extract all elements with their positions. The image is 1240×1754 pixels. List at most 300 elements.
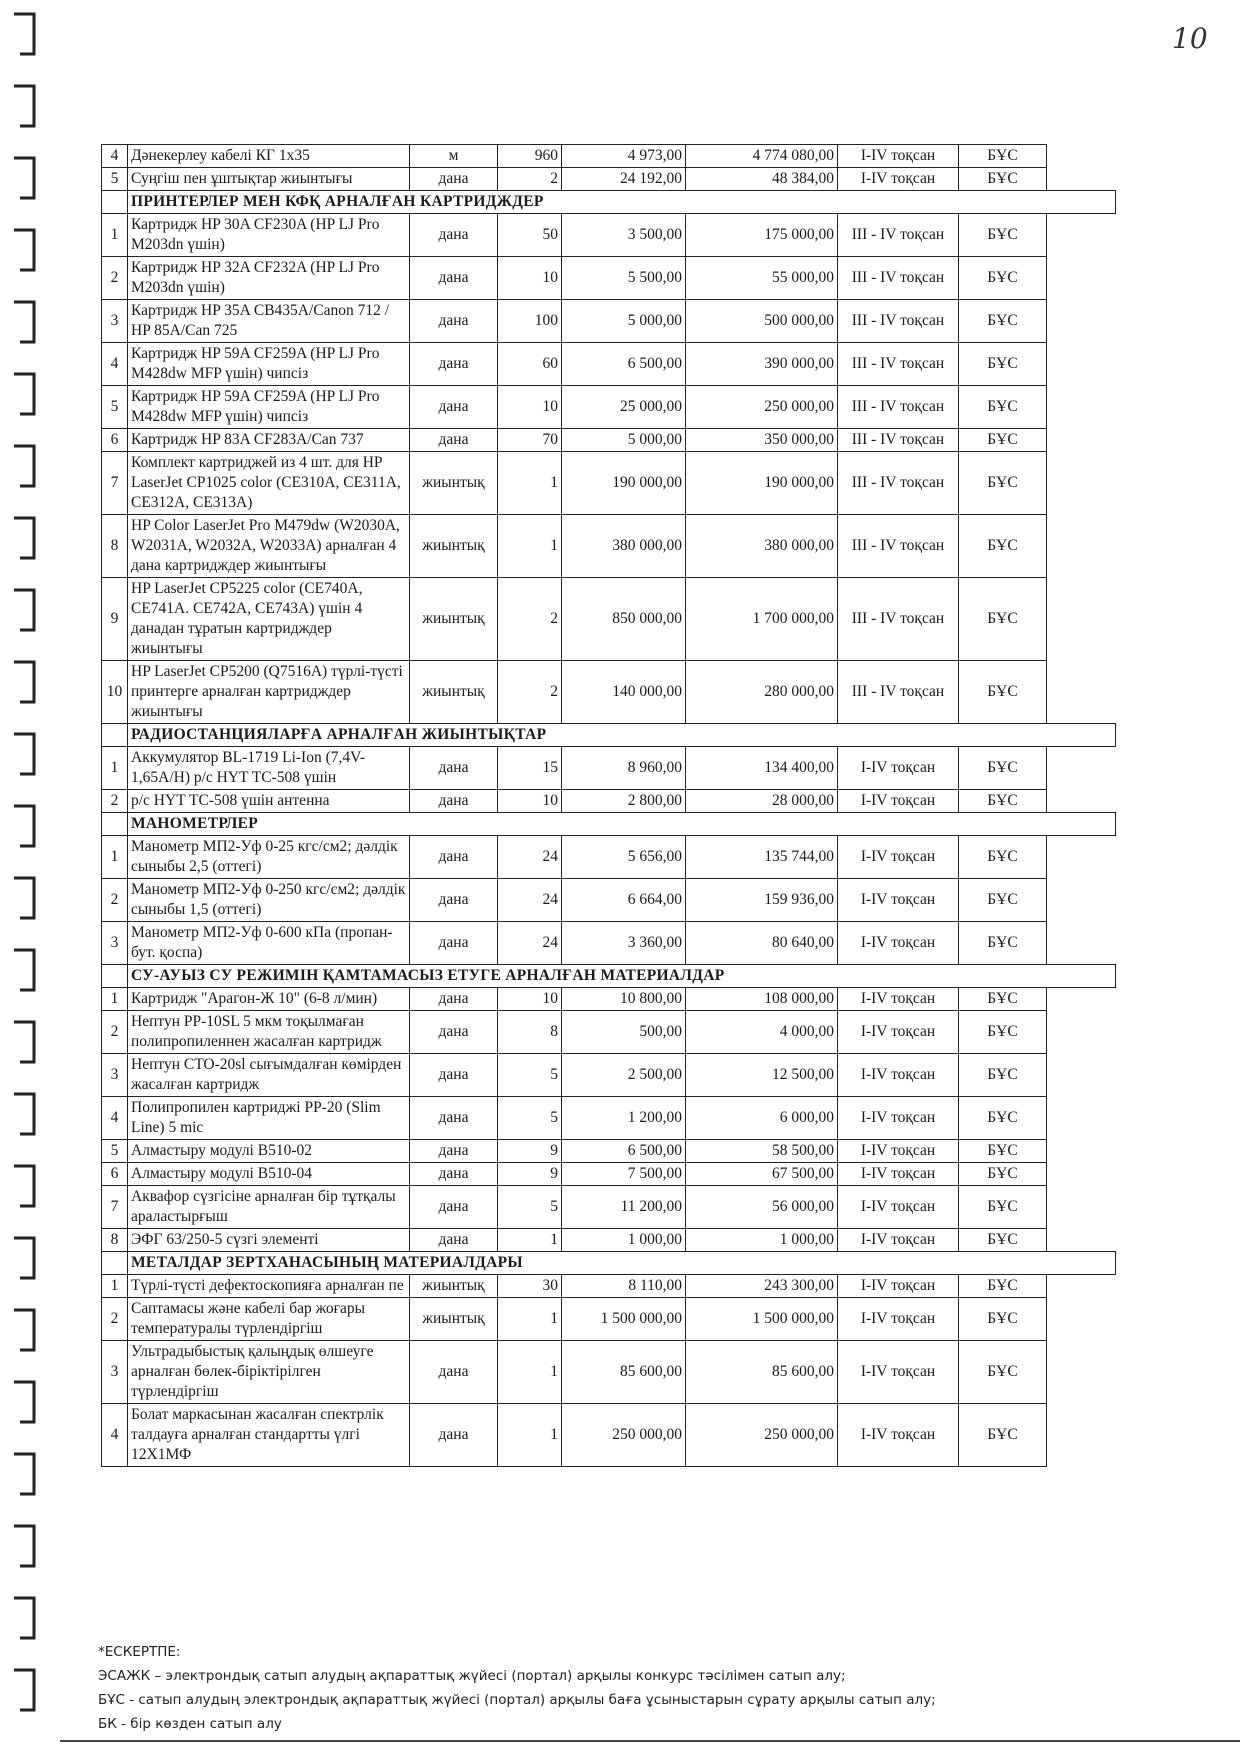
cell-unit: дана [410, 988, 498, 1011]
cell-qty: 1 [498, 515, 562, 578]
binding-mark [14, 1526, 34, 1566]
binding-mark [14, 1454, 34, 1494]
section-header-row [102, 965, 1116, 988]
table-row [102, 922, 1116, 965]
cell-price: 140 000,00 [562, 661, 686, 724]
section-title: МАНОМЕТРЛЕР [128, 813, 1116, 836]
cell-name: Картридж HP 32A CF232A (HP LJ Pro M203dn үшін) [128, 257, 410, 300]
table-row [102, 1341, 1116, 1404]
table-row [102, 790, 1116, 813]
cell-method: БҰС [959, 515, 1047, 578]
cell-num: 2 [102, 257, 128, 300]
cell-qty: 60 [498, 343, 562, 386]
cell-period: III - IV тоқсан [838, 429, 959, 452]
cell-total: 159 936,00 [686, 879, 838, 922]
cell-qty: 5 [498, 1186, 562, 1229]
binding-mark [14, 302, 34, 342]
binding-mark [14, 1382, 34, 1422]
cell-total: 80 640,00 [686, 922, 838, 965]
binding-mark [14, 1670, 34, 1710]
cell-unit: дана [410, 1011, 498, 1054]
cell-unit: дана [410, 1140, 498, 1163]
section-title: ПРИНТЕРЛЕР МЕН КФҚ АРНАЛҒАН КАРТРИДЖДЕР [128, 191, 1116, 214]
cell-method: БҰС [959, 257, 1047, 300]
cell-qty: 10 [498, 386, 562, 429]
cell-num: 2 [102, 1011, 128, 1054]
cell-period: I-IV тоқсан [838, 1140, 959, 1163]
cell-name: Болат маркасынан жасалған спектрлік талдауға арналған стандартты үлгі 12Х1МФ [128, 1404, 410, 1467]
section-header-row [102, 191, 1116, 214]
cell-qty: 100 [498, 300, 562, 343]
cell-period: I-IV тоқсан [838, 1275, 959, 1298]
cell-price: 11 200,00 [562, 1186, 686, 1229]
cell-period: III - IV тоқсан [838, 515, 959, 578]
cell-unit: дана [410, 429, 498, 452]
cell-qty: 10 [498, 988, 562, 1011]
cell-period: I-IV тоқсан [838, 1229, 959, 1252]
table-row [102, 257, 1116, 300]
cell-num: 9 [102, 578, 128, 661]
cell-period: III - IV тоқсан [838, 386, 959, 429]
cell-total: 6 000,00 [686, 1097, 838, 1140]
cell-unit: дана [410, 1097, 498, 1140]
binding-mark [14, 374, 34, 414]
cell-name: Нептун PP-10SL 5 мкм тоқылмаған полипропиленнен жасалған картридж [128, 1011, 410, 1054]
cell-name: Комплект картриджей из 4 шт. для HP LaserJet CP1025 color (CE310A, CE311A, CE312A, CE313A) [128, 452, 410, 515]
cell-name: Ультрадыбыстық қалыңдық өлшеуге арналған бөлек-біріктірілген түрлендіргіш [128, 1341, 410, 1404]
binding-mark [14, 806, 34, 846]
cell-name: HP LaserJet CP5200 (Q7516A) түрлі-түсті принтерге арналған картридждер жиынтығы [128, 661, 410, 724]
section-header-row [102, 724, 1116, 747]
cell-method: БҰС [959, 747, 1047, 790]
cell-total: 380 000,00 [686, 515, 838, 578]
cell-price: 85 600,00 [562, 1341, 686, 1404]
cell-qty: 30 [498, 1275, 562, 1298]
cell-total: 4 000,00 [686, 1011, 838, 1054]
cell-price: 2 500,00 [562, 1054, 686, 1097]
cell-price: 500,00 [562, 1011, 686, 1054]
cell-method: БҰС [959, 1275, 1047, 1298]
cell-total: 280 000,00 [686, 661, 838, 724]
section-num-cell [102, 965, 128, 988]
table-row [102, 836, 1116, 879]
table-row [102, 145, 1116, 168]
cell-total: 55 000,00 [686, 257, 838, 300]
cell-method: БҰС [959, 1097, 1047, 1140]
cell-method: БҰС [959, 578, 1047, 661]
binding-mark [14, 1598, 34, 1638]
footnote-bus: БҰС - сатып алудың электрондық ақпараттық жүйесі (портал) арқылы баға ұсыныстарын сұрату арқылы сатып алу; [98, 1692, 936, 1708]
cell-price: 7 500,00 [562, 1163, 686, 1186]
cell-name: Картридж HP 35A CB435A/Canon 712 / HP 85A/Can 725 [128, 300, 410, 343]
table-row [102, 988, 1116, 1011]
cell-qty: 2 [498, 578, 562, 661]
cell-unit: дана [410, 1186, 498, 1229]
cell-num: 4 [102, 1097, 128, 1140]
section-num-cell [102, 191, 128, 214]
binding-mark [14, 950, 34, 990]
table-row [102, 452, 1116, 515]
cell-total: 250 000,00 [686, 386, 838, 429]
cell-period: I-IV тоқсан [838, 1298, 959, 1341]
table-row [102, 1229, 1116, 1252]
binding-mark [14, 1166, 34, 1206]
cell-method: БҰС [959, 661, 1047, 724]
cell-price: 380 000,00 [562, 515, 686, 578]
cell-price: 4 973,00 [562, 145, 686, 168]
cell-total: 48 384,00 [686, 168, 838, 191]
cell-qty: 1 [498, 1298, 562, 1341]
cell-name: Дәнекерлеу кабелі КГ 1х35 [128, 145, 410, 168]
cell-num: 10 [102, 661, 128, 724]
cell-total: 1 500 000,00 [686, 1298, 838, 1341]
cell-total: 190 000,00 [686, 452, 838, 515]
section-title: МЕТАЛДАР ЗЕРТХАНАСЫНЫҢ МАТЕРИАЛДАРЫ [128, 1252, 1116, 1275]
cell-total: 108 000,00 [686, 988, 838, 1011]
cell-unit: дана [410, 1054, 498, 1097]
cell-qty: 24 [498, 879, 562, 922]
footnotes [98, 1640, 1198, 1736]
cell-unit: м [410, 145, 498, 168]
cell-unit: жиынтық [410, 515, 498, 578]
section-num-cell [102, 724, 128, 747]
cell-price: 8 110,00 [562, 1275, 686, 1298]
section-title: РАДИОСТАНЦИЯЛАРҒА АРНАЛҒАН ЖИЫНТЫҚТАР [128, 724, 1116, 747]
cell-qty: 960 [498, 145, 562, 168]
cell-name: HP LaserJet CP5225 color (CE740A, CE741A. CE742A, CE743A) үшін 4 данадан тұратын картридждер жиынтығы [128, 578, 410, 661]
cell-total: 250 000,00 [686, 1404, 838, 1467]
footnote-esazhk: ЭСАЖК – электрондық сатып алудың ақпараттық жүйесі (портал) арқылы конкурс тәсілімен сатып алу; [98, 1668, 846, 1684]
binding-mark [14, 446, 34, 486]
binding-holes-decoration [0, 0, 60, 1754]
cell-name: Картридж HP 59A CF259A (HP LJ Pro M428dw MFP үшін) чипсіз [128, 386, 410, 429]
cell-num: 3 [102, 922, 128, 965]
cell-name: Саптамасы және кабелі бар жоғары температуралы түрлендіргіш [128, 1298, 410, 1341]
cell-unit: дана [410, 300, 498, 343]
cell-method: БҰС [959, 1404, 1047, 1467]
cell-unit: дана [410, 168, 498, 191]
cell-unit: дана [410, 836, 498, 879]
table-row [102, 578, 1116, 661]
cell-period: I-IV тоқсан [838, 922, 959, 965]
cell-unit: дана [410, 790, 498, 813]
cell-num: 1 [102, 836, 128, 879]
cell-num: 5 [102, 386, 128, 429]
table-row [102, 1140, 1116, 1163]
cell-name: Картридж "Арагон-Ж 10" (6-8 л/мин) [128, 988, 410, 1011]
table-row [102, 1011, 1116, 1054]
table-row [102, 747, 1116, 790]
cell-price: 6 664,00 [562, 879, 686, 922]
cell-unit: жиынтық [410, 661, 498, 724]
binding-mark [14, 518, 34, 558]
cell-period: III - IV тоқсан [838, 300, 959, 343]
table-row [102, 1404, 1116, 1467]
cell-num: 1 [102, 1275, 128, 1298]
handwritten-page-number: 10 [1172, 22, 1208, 55]
cell-method: БҰС [959, 836, 1047, 879]
bottom-rule [60, 1740, 1240, 1742]
cell-num: 1 [102, 988, 128, 1011]
cell-num: 8 [102, 1229, 128, 1252]
binding-mark [14, 590, 34, 630]
cell-period: I-IV тоқсан [838, 988, 959, 1011]
cell-period: I-IV тоқсан [838, 836, 959, 879]
cell-name: Полипропилен картриджі PP-20 (Slim Line) 5 mic [128, 1097, 410, 1140]
binding-mark [14, 1094, 34, 1134]
section-num-cell [102, 1252, 128, 1275]
cell-price: 5 656,00 [562, 836, 686, 879]
cell-period: I-IV тоқсан [838, 1341, 959, 1404]
cell-total: 175 000,00 [686, 214, 838, 257]
cell-price: 3 500,00 [562, 214, 686, 257]
cell-method: БҰС [959, 168, 1047, 191]
cell-price: 2 800,00 [562, 790, 686, 813]
cell-method: БҰС [959, 429, 1047, 452]
cell-total: 56 000,00 [686, 1186, 838, 1229]
cell-num: 1 [102, 747, 128, 790]
cell-name: Картридж HP 30A CF230A (HP LJ Pro M203dn үшін) [128, 214, 410, 257]
cell-name: Картридж HP 83A CF283A/Can 737 [128, 429, 410, 452]
cell-qty: 24 [498, 836, 562, 879]
cell-qty: 2 [498, 168, 562, 191]
cell-num: 2 [102, 790, 128, 813]
cell-period: I-IV тоқсан [838, 145, 959, 168]
cell-price: 25 000,00 [562, 386, 686, 429]
cell-period: I-IV тоқсан [838, 168, 959, 191]
cell-price: 24 192,00 [562, 168, 686, 191]
cell-total: 67 500,00 [686, 1163, 838, 1186]
cell-unit: жиынтық [410, 1275, 498, 1298]
binding-mark [14, 878, 34, 918]
cell-price: 5 500,00 [562, 257, 686, 300]
table-row [102, 1054, 1116, 1097]
cell-method: БҰС [959, 300, 1047, 343]
cell-method: БҰС [959, 790, 1047, 813]
table-row [102, 1097, 1116, 1140]
table-row [102, 1163, 1116, 1186]
cell-price: 1 000,00 [562, 1229, 686, 1252]
cell-unit: жиынтық [410, 452, 498, 515]
footnotes-title: *ЕСКЕРТПЕ: [98, 1644, 181, 1660]
cell-qty: 2 [498, 661, 562, 724]
cell-price: 1 500 000,00 [562, 1298, 686, 1341]
cell-name: HP Color LaserJet Pro M479dw (W2030A, W2031A, W2032A, W2033A) арналған 4 дана картридждер жиынтығы [128, 515, 410, 578]
cell-num: 3 [102, 1054, 128, 1097]
cell-total: 350 000,00 [686, 429, 838, 452]
cell-method: БҰС [959, 386, 1047, 429]
cell-price: 850 000,00 [562, 578, 686, 661]
cell-price: 6 500,00 [562, 1140, 686, 1163]
cell-qty: 1 [498, 452, 562, 515]
cell-method: БҰС [959, 343, 1047, 386]
cell-name: р/с HYT TC-508 үшін антенна [128, 790, 410, 813]
cell-total: 12 500,00 [686, 1054, 838, 1097]
binding-mark [14, 734, 34, 774]
cell-num: 8 [102, 515, 128, 578]
table-row [102, 661, 1116, 724]
cell-period: I-IV тоқсан [838, 790, 959, 813]
cell-method: БҰС [959, 1140, 1047, 1163]
section-header-row [102, 1252, 1116, 1275]
cell-period: III - IV тоқсан [838, 257, 959, 300]
procurement-items-table [101, 144, 1116, 1467]
cell-qty: 24 [498, 922, 562, 965]
cell-total: 243 300,00 [686, 1275, 838, 1298]
cell-qty: 10 [498, 257, 562, 300]
cell-period: I-IV тоқсан [838, 1404, 959, 1467]
section-num-cell [102, 813, 128, 836]
cell-qty: 5 [498, 1054, 562, 1097]
cell-qty: 1 [498, 1341, 562, 1404]
cell-method: БҰС [959, 1054, 1047, 1097]
binding-mark [14, 158, 34, 198]
binding-mark [14, 662, 34, 702]
cell-total: 135 744,00 [686, 836, 838, 879]
section-title: СУ-АУЫЗ СУ РЕЖИМІН ҚАМТАМАСЫЗ ЕТУГЕ АРНАЛҒАН МАТЕРИАЛДАР [128, 965, 1116, 988]
cell-period: I-IV тоқсан [838, 1011, 959, 1054]
cell-name: Суңгіш пен ұштықтар жиынтығы [128, 168, 410, 191]
cell-num: 2 [102, 879, 128, 922]
cell-unit: дана [410, 257, 498, 300]
cell-unit: дана [410, 922, 498, 965]
cell-method: БҰС [959, 145, 1047, 168]
cell-unit: дана [410, 1341, 498, 1404]
cell-unit: дана [410, 343, 498, 386]
cell-price: 8 960,00 [562, 747, 686, 790]
cell-num: 3 [102, 300, 128, 343]
cell-qty: 1 [498, 1229, 562, 1252]
cell-period: I-IV тоқсан [838, 747, 959, 790]
cell-qty: 70 [498, 429, 562, 452]
cell-name: Манометр МП2-Уф 0-600 кПа (пропан-бут. қоспа) [128, 922, 410, 965]
cell-name: Алмастыру модулі B510-04 [128, 1163, 410, 1186]
cell-num: 1 [102, 214, 128, 257]
cell-num: 7 [102, 452, 128, 515]
cell-total: 390 000,00 [686, 343, 838, 386]
cell-unit: дана [410, 879, 498, 922]
cell-unit: дана [410, 214, 498, 257]
cell-num: 6 [102, 1163, 128, 1186]
cell-method: БҰС [959, 1298, 1047, 1341]
cell-method: БҰС [959, 879, 1047, 922]
binding-mark [14, 230, 34, 270]
cell-qty: 9 [498, 1163, 562, 1186]
table-row [102, 300, 1116, 343]
footnote-bk: БК - бір көзден сатып алу [98, 1716, 282, 1732]
cell-method: БҰС [959, 1011, 1047, 1054]
cell-total: 1 000,00 [686, 1229, 838, 1252]
cell-total: 500 000,00 [686, 300, 838, 343]
cell-name: Манометр МП2-Уф 0-250 кгс/см2; дәлдік сыныбы 1,5 (оттегі) [128, 879, 410, 922]
cell-price: 6 500,00 [562, 343, 686, 386]
cell-name: Түрлі-түсті дефектоскопияға арналған пе [128, 1275, 410, 1298]
cell-method: БҰС [959, 988, 1047, 1011]
cell-unit: дана [410, 1229, 498, 1252]
cell-total: 1 700 000,00 [686, 578, 838, 661]
cell-period: I-IV тоқсан [838, 1054, 959, 1097]
cell-name: Нептун CTO-20sl сығымдалған көмірден жасалған картридж [128, 1054, 410, 1097]
cell-price: 1 200,00 [562, 1097, 686, 1140]
cell-price: 5 000,00 [562, 429, 686, 452]
cell-total: 28 000,00 [686, 790, 838, 813]
binding-mark [14, 1238, 34, 1278]
cell-unit: жиынтық [410, 578, 498, 661]
cell-qty: 9 [498, 1140, 562, 1163]
binding-mark [14, 86, 34, 126]
cell-num: 7 [102, 1186, 128, 1229]
cell-price: 250 000,00 [562, 1404, 686, 1467]
table-row [102, 386, 1116, 429]
cell-unit: дана [410, 386, 498, 429]
table-row [102, 214, 1116, 257]
cell-method: БҰС [959, 452, 1047, 515]
cell-qty: 8 [498, 1011, 562, 1054]
cell-total: 85 600,00 [686, 1341, 838, 1404]
table-row [102, 1275, 1116, 1298]
cell-price: 5 000,00 [562, 300, 686, 343]
cell-period: I-IV тоқсан [838, 1186, 959, 1229]
cell-total: 134 400,00 [686, 747, 838, 790]
table-row [102, 429, 1116, 452]
binding-mark [14, 1310, 34, 1350]
cell-num: 5 [102, 168, 128, 191]
cell-num: 6 [102, 429, 128, 452]
cell-num: 3 [102, 1341, 128, 1404]
cell-num: 2 [102, 1298, 128, 1341]
table-row [102, 168, 1116, 191]
cell-unit: жиынтық [410, 1298, 498, 1341]
table-row [102, 879, 1116, 922]
cell-total: 4 774 080,00 [686, 145, 838, 168]
cell-method: БҰС [959, 1229, 1047, 1252]
cell-num: 5 [102, 1140, 128, 1163]
cell-period: III - IV тоқсан [838, 343, 959, 386]
cell-method: БҰС [959, 1341, 1047, 1404]
binding-mark [14, 14, 34, 54]
table-row [102, 1298, 1116, 1341]
cell-name: Манометр МП2-Уф 0-25 кгс/см2; дәлдік сыныбы 2,5 (оттегі) [128, 836, 410, 879]
cell-price: 3 360,00 [562, 922, 686, 965]
cell-num: 4 [102, 145, 128, 168]
table-row [102, 1186, 1116, 1229]
cell-unit: дана [410, 1404, 498, 1467]
binding-mark [14, 1022, 34, 1062]
table-row [102, 343, 1116, 386]
cell-method: БҰС [959, 1186, 1047, 1229]
cell-period: I-IV тоқсан [838, 1163, 959, 1186]
cell-period: III - IV тоқсан [838, 661, 959, 724]
cell-method: БҰС [959, 922, 1047, 965]
cell-method: БҰС [959, 214, 1047, 257]
cell-total: 58 500,00 [686, 1140, 838, 1163]
cell-price: 10 800,00 [562, 988, 686, 1011]
cell-period: III - IV тоқсан [838, 452, 959, 515]
section-header-row [102, 813, 1116, 836]
cell-name: ЭФГ 63/250-5 сүзгі элементі [128, 1229, 410, 1252]
cell-qty: 50 [498, 214, 562, 257]
cell-name: Аккумулятор BL-1719 Li-Ion (7,4V-1,65A/H) р/с HYT TC-508 үшін [128, 747, 410, 790]
cell-method: БҰС [959, 1163, 1047, 1186]
cell-unit: дана [410, 1163, 498, 1186]
cell-qty: 1 [498, 1404, 562, 1467]
cell-period: III - IV тоқсан [838, 578, 959, 661]
cell-period: I-IV тоқсан [838, 879, 959, 922]
cell-num: 4 [102, 343, 128, 386]
cell-qty: 15 [498, 747, 562, 790]
cell-name: Алмастыру модулі B510-02 [128, 1140, 410, 1163]
cell-qty: 5 [498, 1097, 562, 1140]
